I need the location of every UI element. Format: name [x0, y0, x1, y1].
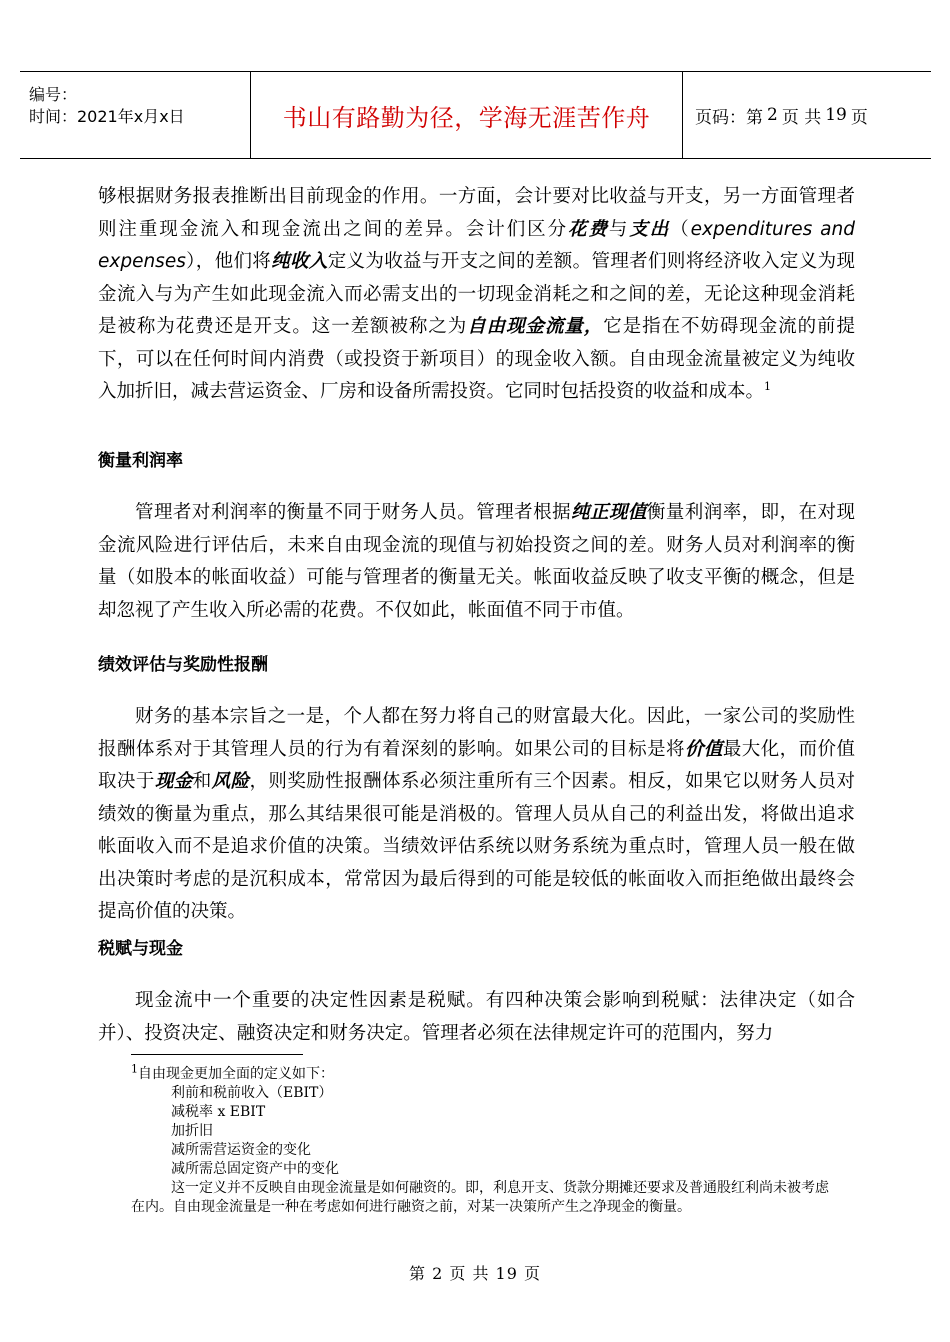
paragraph-tax: 现金流中一个重要的决定性因素是税赋。有四种决策会影响到税赋：法律决定（如合并）、投资决定、融资决定和财务决定。管理者必须在法律规定许可的范围内，努力: [98, 990, 855, 1044]
paragraph-performance: 财务的基本宗旨之一是，个人都在努力将自己的财富最大化。因此，一家公司的奖励性报酬体系对于其管理人员的行为有着深刻的影响。如果公司的目标是将价值最大化，而价值取决于现金和风险，则奖励性报酬体系必须注重所有三个因素。相反，如果它以财务人员对绩效的衡量为重点，那么其结果很可能是消极的。管理人员从自己的利益出发，将做出追求帐面收入而不是追求价值的决策。当绩效评估系统以财务系统为重点时，管理人员一般在做出决策时考虑的是沉积成本，常常因为最后得到的可能是较低的帐面收入而拒绝做出最终会提高价值的决策。: [98, 706, 855, 922]
heading-performance: 绩效评估与奖励性报酬: [98, 655, 268, 675]
paragraph-free-cash-flow: 够根据财务报表推断出目前现金的作用。一方面，会计要对比收益与开支，另一方面管理者则注重现金流入和现金流出之间的差异。会计们区分花费与支出（expenditures and expenses），他们将纯收入定义为收益与开支之间的差额。管理者们则将经济收入定义为现金流入与为产生如此现金流入而必需支出的一切现金消耗之和之间的差，无论这种现金消耗是被称为花费还是开支。这一差额被称之为自由现金流量，它是指在不妨碍现金流的前提下，可以在任何时间内消费（或投资于新项目）的现金收入额。自由现金流量被定义为纯收入加折旧，减去营运资金、厂房和设备所需投资。它同时包括投资的收益和成本。$^1$: [98, 186, 855, 402]
document-header: [20, 71, 931, 159]
footnote-ref[interactable]: 1: [764, 379, 772, 393]
page-current: 2: [767, 105, 778, 125]
footnote-line: 减所需总固定资产中的变化: [171, 1161, 339, 1177]
footnote-line: 利前和税前收入（EBIT）: [171, 1085, 333, 1101]
english-term: expenditures and expenses: [98, 218, 855, 272]
term-npv: 纯正现值: [571, 502, 647, 523]
term-cash: 现金: [154, 771, 193, 792]
footnote-divider: [131, 1054, 303, 1055]
footnote: [131, 1062, 831, 1217]
footnote-number: 1: [131, 1062, 138, 1076]
page-suffix: 页: [850, 107, 868, 128]
header-motto-cell: [251, 72, 683, 158]
time-label: 时间：2021年x月x日: [29, 107, 185, 126]
term-expenses: 支出: [629, 218, 671, 240]
page-footer: 第 2 页 共 19 页: [409, 1264, 541, 1283]
page-total: 19: [825, 105, 847, 125]
term-risk: 风险: [211, 771, 250, 792]
page-prefix: 页码：第: [695, 107, 763, 128]
heading-tax: 税赋与现金: [98, 939, 183, 959]
number-label: 编号：: [29, 85, 78, 104]
term-free-cash-flow: 自由现金流量，: [467, 316, 604, 337]
term-expenditures: 花费: [568, 218, 609, 240]
header-page-cell: [683, 72, 931, 158]
footnote-line: 减所需营运资金的变化: [171, 1142, 311, 1158]
term-net-income: 纯收入: [271, 251, 328, 272]
footnote-line: 加折旧: [171, 1123, 213, 1139]
heading-profitability: 衡量利润率: [98, 451, 183, 471]
footnote-intro: 自由现金更加全面的定义如下：: [138, 1066, 334, 1082]
motto-text: 书山有路勤为径，学海无涯苦作舟: [282, 103, 651, 132]
footnote-line: 减税率 x EBIT: [171, 1104, 266, 1120]
page-middle: 页 共: [781, 107, 822, 128]
paragraph-profitability: 管理者对利润率的衡量不同于财务人员。管理者根据纯正现值衡量利润率，即，在对现金流风险进行评估后，未来自由现金流的现值与初始投资之间的差。财务人员对利润率的衡量（如股本的帐面收益）可能与管理者的衡量无关。帐面收益反映了收支平衡的概念，但是却忽视了产生收入所必需的花费。不仅如此，帐面值不同于市值。: [98, 502, 855, 621]
footnote-tail: 这一定义并不反映自由现金流量是如何融资的。即，利息开支、货款分期摊还要求及普通股红利尚未被考虑在内。自由现金流量是一种在考虑如何进行融资之前，对某一决策所产生之净现金的衡量。: [131, 1180, 829, 1215]
header-meta-cell: [20, 72, 251, 158]
term-value: 价值: [684, 738, 723, 760]
